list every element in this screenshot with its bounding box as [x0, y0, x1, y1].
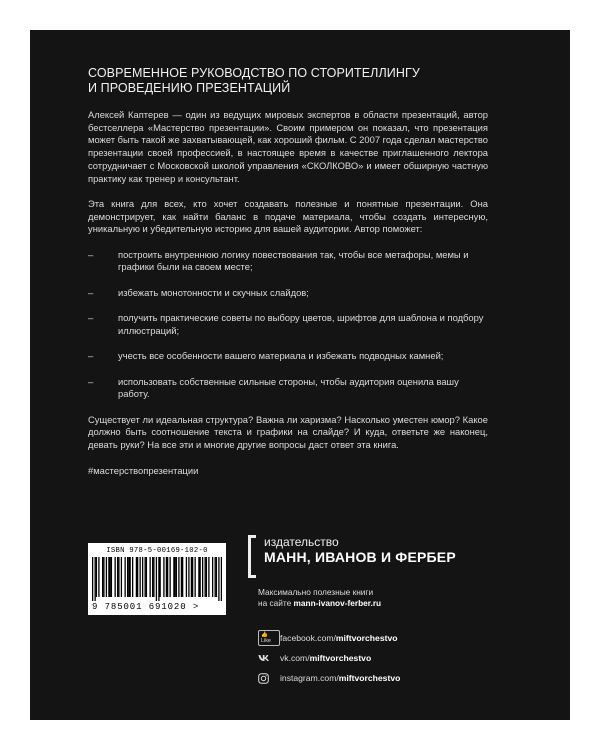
author-paragraph: Алексей Каптерев — один из ведущих мировых экспертов в области презентаций, автор бестселлера «Мастерство презентации». Своим примером он показал, что презентация может быть такой же захватывающей, как хороший фильм. С 2007 года сделал мастерство презентации своей профессией, в настоящее время в качестве приглашенного лектора сотрудничает с Московской школой управления «СКОЛКОВО» и имеет обширную частную практику как тренер и консультант.	[88, 109, 488, 184]
publisher-name: МАНН, ИВАНОВ И ФЕРБЕР	[264, 549, 456, 565]
facebook-like-icon: 👍 Like	[258, 630, 280, 646]
dash-bullet: –	[88, 248, 94, 260]
dash-bullet: –	[88, 286, 94, 298]
dash-bullet: –	[88, 350, 94, 362]
barcode-bars	[92, 557, 222, 601]
cover-text	[88, 66, 488, 477]
site-link: mann-ivanov-ferber.ru	[293, 598, 382, 608]
social-vk: vk.com/ miftvorchestvo	[258, 648, 400, 668]
list-item: – получить практические советы по выбору цветов, шрифтов для шаблона и подбору иллюстраций;	[88, 312, 484, 336]
publisher-small: издательство	[264, 535, 339, 549]
list-item: – учесть все особенности вашего материала и избежать подводных камней;	[88, 350, 444, 362]
barcode-digits: 9 785001 691020 >	[92, 602, 200, 612]
dash-bullet: –	[88, 312, 94, 324]
social-links	[258, 628, 400, 688]
cover-heading: СОВРЕМЕННОЕ РУКОВОДСТВО ПО СТОРИТЕЛЛИНГУ И ПРОВЕДЕНИЮ ПРЕЗЕНТАЦИЙ	[88, 66, 420, 95]
list-item: – использовать собственные сильные стороны, чтобы аудитория оценила вашу работу.	[88, 375, 459, 400]
dash-bullet: –	[88, 375, 94, 387]
intro-paragraph: Эта книга для всех, кто хочет создавать полезные и понятные презентации. Она демонстрирует, как найти баланс в подаче материала, чтобы создать интересную, уникальную и убедительную историю для вашей аудитории. Автор поможет:	[88, 197, 488, 235]
social-instagram: instagram.com/ miftvorchestvo	[258, 668, 400, 688]
bracket-icon	[248, 535, 256, 578]
isbn-label: ISBN 978-5-00169-102-0	[106, 547, 208, 555]
social-facebook: 👍 Like facebook.com/ miftvorchestvo	[258, 628, 400, 648]
publisher-tagline: Максимально полезные книги на сайте mann-ivanov-ferber.ru	[258, 587, 382, 608]
questions-paragraph: Существует ли идеальная структура? Важна ли харизма? Насколько уместен юмор? Какое должно быть соотношение текста и графики на слайде? И куда, ответьте же наконец, девать руки? На все эти и многие другие вопросы даст ответ эта книга.	[88, 413, 488, 451]
vk-icon	[258, 654, 280, 662]
barcode	[88, 543, 226, 615]
instagram-icon	[258, 673, 280, 684]
list-item: – избежать монотонности и скучных слайдов;	[88, 286, 309, 298]
list-item: – построить внутреннюю логику повествования так, чтобы все метафоры, мемы и графики были на своем месте;	[88, 248, 469, 273]
hashtag: #мастерствопрезентации	[88, 464, 199, 476]
benefits-list	[88, 249, 488, 401]
